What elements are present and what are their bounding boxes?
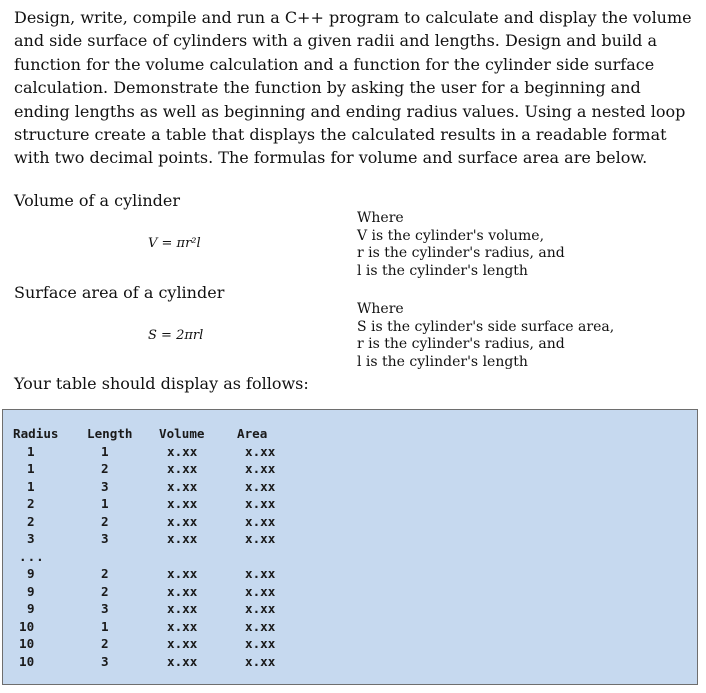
cell-area: x.xx [245,531,276,546]
cell-volume: x.xx [167,478,198,494]
cell-length: 3 [101,531,109,546]
cell-volume: x.xx [167,496,198,511]
surface-where-line: S is the cylinder's side surface area, [357,318,615,335]
surface-heading: Surface area of a cylinder [14,283,225,302]
cell-area: x.xx [245,478,276,494]
table-header-row [13,425,307,443]
cell-length: 2 [101,566,109,581]
cell-radius: 1 [27,443,35,459]
volume-where-line: V is the cylinder's volume, [357,227,545,244]
cell-area: x.xx [245,653,276,669]
cell-volume: x.xx [167,566,198,581]
cell-area: x.xx [245,566,276,581]
cell-length: 2 [101,461,109,476]
cell-length: 2 [101,583,109,599]
cell-length: 1 [101,618,109,634]
cell-volume: x.xx [167,461,198,476]
cell-volume: x.xx [167,618,198,634]
cell-radius: 9 [27,601,35,616]
cell-length: 3 [101,478,109,494]
cell-volume: x.xx [167,513,198,529]
cell-area: x.xx [245,513,276,529]
volume-where-line: r is the cylinder's radius, and [357,245,565,261]
table-row [13,530,307,548]
header-radius: Radius [13,426,59,441]
cell-area: x.xx [245,618,276,634]
table-row [13,443,307,461]
cell-length: 3 [101,601,109,616]
surface-where-line: Where [357,301,404,317]
cell-radius: 10 [19,653,35,669]
header-length: Length [87,426,133,441]
volume-where-block [357,210,565,280]
table-row [13,513,307,531]
cell-length: 1 [101,496,109,511]
cell-radius: 10 [19,636,35,651]
volume-heading: Volume of a cylinder [14,191,181,210]
cell-radius: 3 [27,531,35,546]
volume-where-line: l is the cylinder's length [357,262,528,279]
cell-volume: x.xx [167,636,198,651]
surface-where-line: r is the cylinder's radius, and [357,336,565,352]
table-row [13,495,307,513]
table-row [13,653,307,671]
cell-length: 2 [101,636,109,651]
cell-volume: x.xx [167,583,198,599]
cell-radius: 10 [19,618,35,634]
table-rows-bottom [13,565,307,670]
table-row [13,460,307,478]
header-area: Area [237,426,268,441]
cell-area: x.xx [245,583,276,599]
table-heading: Your table should display as follows: [14,374,309,393]
cell-volume: x.xx [167,601,198,616]
table-row [13,565,307,583]
cell-area: x.xx [245,496,276,511]
cell-radius: 1 [27,478,35,494]
table-row [13,618,307,636]
console-output-panel [2,409,698,685]
cell-radius: 9 [27,583,35,599]
cell-volume: x.xx [167,531,198,546]
table-row [13,635,307,653]
table-row [13,583,307,601]
cell-volume: x.xx [167,443,198,459]
cell-length: 3 [101,653,109,669]
volume-where-line: Where [357,210,404,226]
header-volume: Volume [159,426,205,441]
cell-length: 2 [101,513,109,529]
cell-area: x.xx [245,461,276,476]
volume-formula: V = πr²l [148,236,201,251]
cell-radius: 1 [27,461,35,476]
results-table [13,425,307,670]
table-ellipsis: ... [19,548,45,564]
table-row [13,600,307,618]
cell-radius: 9 [27,566,35,581]
table-row [13,478,307,496]
cell-length: 1 [101,443,109,459]
cell-radius: 2 [27,513,35,529]
cell-volume: x.xx [167,653,198,669]
cell-area: x.xx [245,601,276,616]
table-rows-top [13,443,307,548]
surface-where-line: l is the cylinder's length [357,353,528,370]
problem-statement: Design, write, compile and run a C++ program to calculate and display the volume and side surface of cylinders with a given radii and lengths. Design and build a function for the volume calculation and a function for the cylinder side surface calculation. Demonstrate the function by asking the user for a beginning and ending lengths as well as beginning and ending radius values. Using a nested loop structure create a table that displays the calculated results in a readable format with two decimal points. The formulas for volume and surface area are below. [14,8,692,168]
cell-area: x.xx [245,636,276,651]
cell-area: x.xx [245,443,276,459]
surface-where-block [357,301,614,371]
cell-radius: 2 [27,496,35,511]
surface-formula: S = 2πrl [148,328,204,343]
